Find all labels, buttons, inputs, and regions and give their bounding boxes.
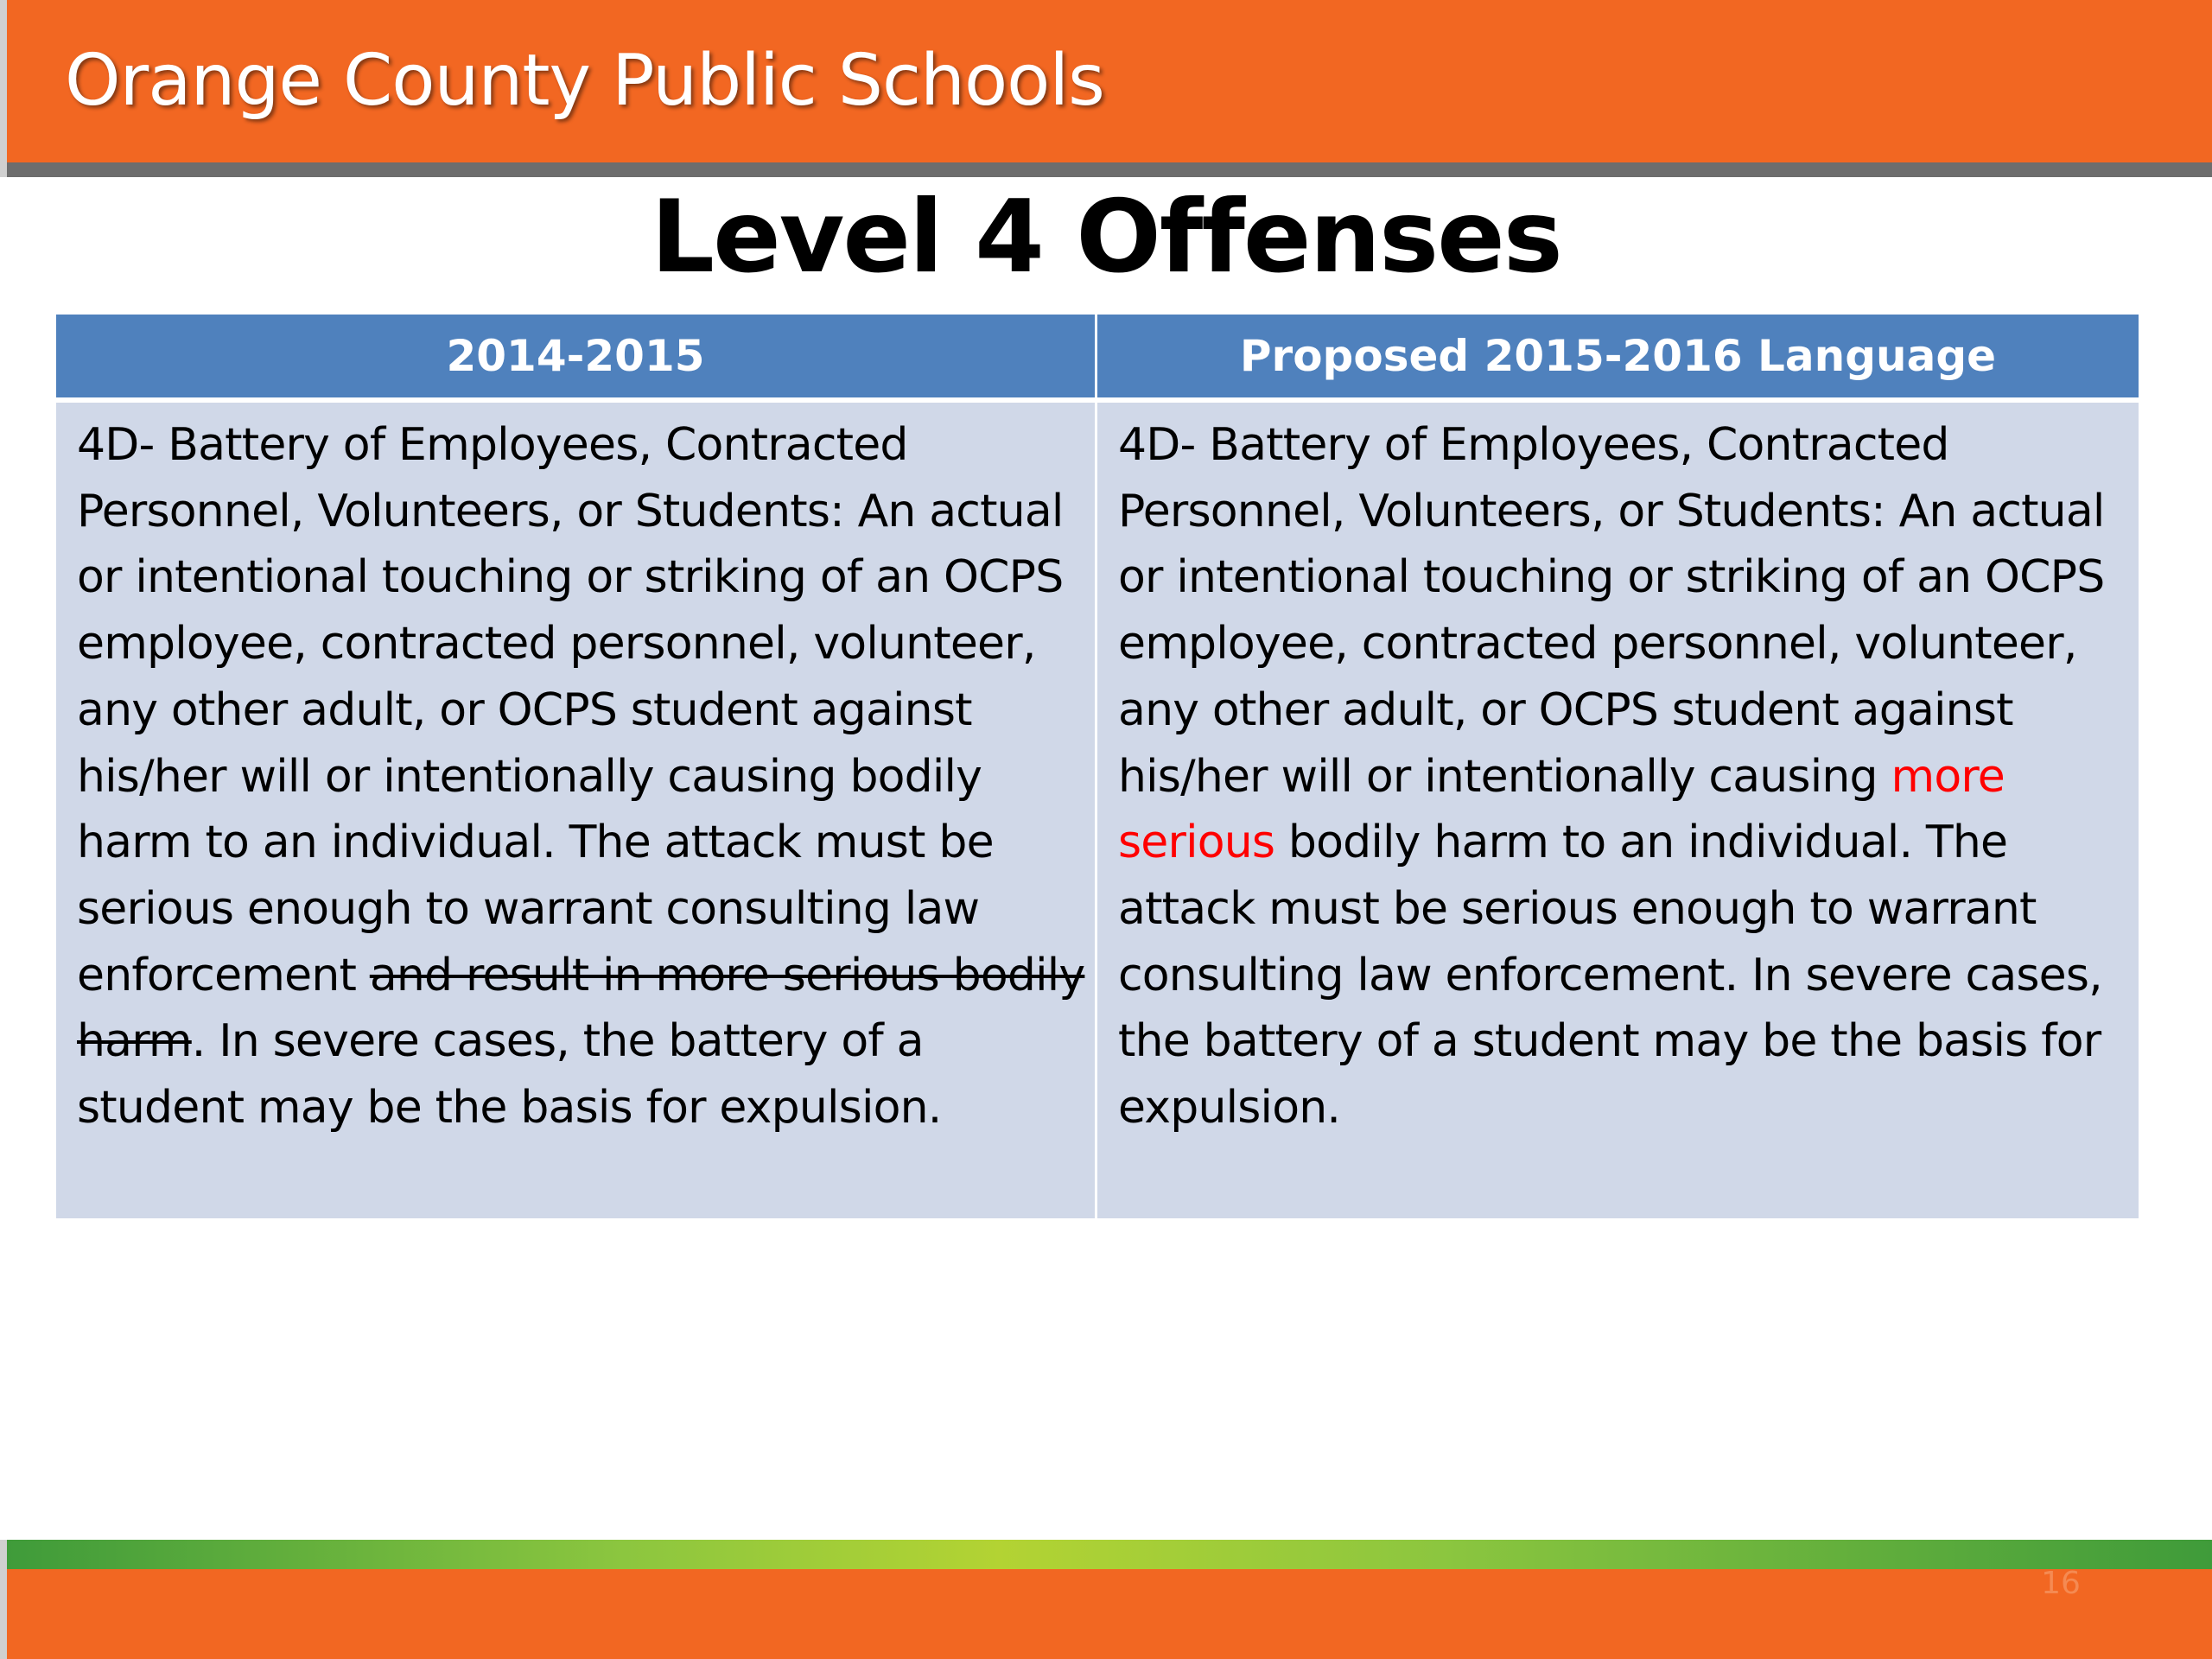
deleted-text: and result in more serious bodily harm — [77, 949, 1085, 1068]
current-text-after-deletion: . In severe cases, the battery of a student may be the basis for expulsion. — [77, 1015, 942, 1135]
proposed-policy-cell — [1097, 403, 2139, 1218]
footer-green-stripe — [7, 1540, 2212, 1569]
proposed-text-after-addition: bodily harm to an individual. The attack must be serious enough to warrant consulting law enforcement. In severe cases, the battery of a student may be the basis for expulsion. — [1118, 817, 2102, 1135]
comparison-table — [56, 315, 2139, 1218]
footer-bar — [7, 1569, 2212, 1659]
table-row — [56, 403, 2139, 1218]
table-body — [56, 403, 2139, 1218]
header-left-edge — [0, 0, 7, 177]
added-text: more serious — [1118, 750, 2005, 869]
organization-name: Orange County Public Schools — [65, 40, 1104, 122]
column-header-proposed-2015-2016: Proposed 2015-2016 Language — [1097, 315, 2139, 403]
proposed-text-before-addition: 4D- Battery of Employees, Contracted Personnel, Volunteers, or Students: An actual or intentional touching or striking of an OCPS employee, contracted personnel, volunteer, any other adult, or OCPS student against his/her will or intentionally causing — [1118, 419, 2105, 803]
slide-title: Level 4 Offenses — [651, 179, 1561, 296]
page-number: 16 — [2041, 1566, 2081, 1601]
footer-left-edge — [0, 1540, 7, 1659]
current-text-before-deletion: 4D- Battery of Employees, Contracted Personnel, Volunteers, or Students: An actual or intentional touching or striking of an OCPS employee, contracted personnel, volunteer, any other adult, or OCPS student against his/her will or intentionally causing bodily harm to an individual. The attack must be serious enough to warrant consulting law enforcement — [77, 419, 1064, 1001]
column-header-2014-2015: 2014-2015 — [56, 315, 1097, 403]
table-header-row — [56, 315, 2139, 403]
current-policy-cell — [56, 403, 1097, 1218]
table-header — [56, 315, 2139, 403]
